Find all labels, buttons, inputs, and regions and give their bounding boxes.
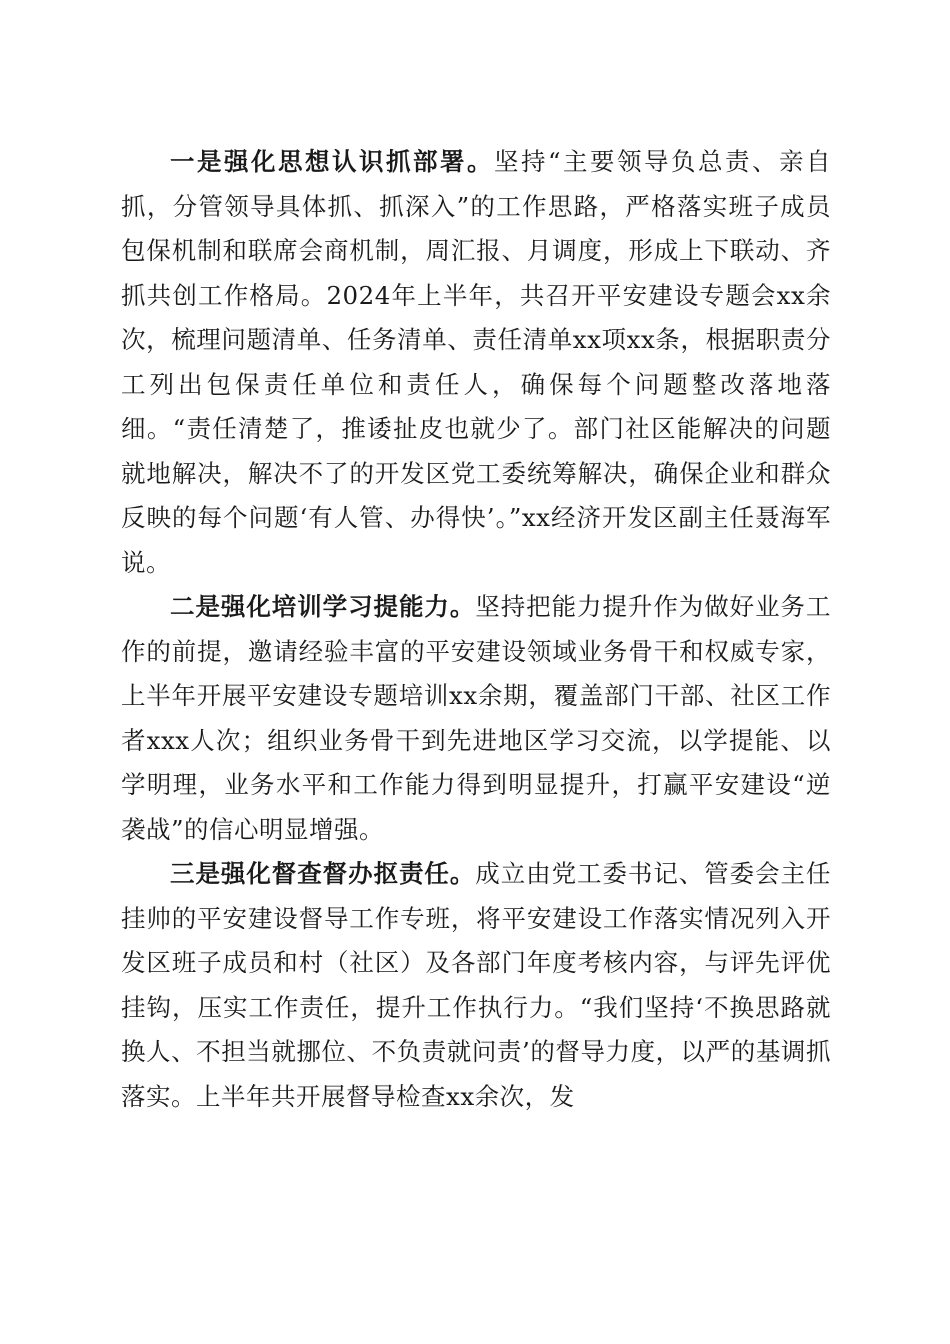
paragraph-3-lead: 三是强化督查督办抠责任。 [170, 859, 476, 888]
paragraph-3 [121, 852, 831, 1119]
paragraph-2-lead: 二是强化培训学习提能力。 [170, 592, 476, 621]
document-body [121, 140, 831, 1119]
paragraph-1-body: 坚持“主要领导负总责、亲自抓，分管领导具体抓、抓深入”的工作思路，严格落实班子成员包保机制和联席会商机制，周汇报、月调度，形成上下联动、齐抓共创工作格局。2024年上半年，共召开平安建设专题会xx余次，梳理问题清单、任务清单、责任清单xx项xx条，根据职责分工列出包保责任单位和责任人，确保每个问题整改落地落细。“责任清楚了，推诿扯皮也就少了。部门社区能解决的问题就地解决，解决不了的开发区党工委统筹解决，确保企业和群众反映的每个问题‘有人管、办得快’。”xx经济开发区副主任聂海军说。 [121, 147, 831, 577]
paragraph-1 [121, 140, 831, 585]
paragraph-2-body: 坚持把能力提升作为做好业务工作的前提，邀请经验丰富的平安建设领域业务骨干和权威专家，上半年开展平安建设专题培训xx余期，覆盖部门干部、社区工作者xxx人次；组织业务骨干到先进地区学习交流，以学提能、以学明理，业务水平和工作能力得到明显提升，打赢平安建设“逆袭战”的信心明显增强。 [121, 592, 831, 844]
paragraph-1-lead: 一是强化思想认识抓部署。 [170, 147, 494, 176]
paragraph-2 [121, 585, 831, 852]
paragraph-3-body: 成立由党工委书记、管委会主任挂帅的平安建设督导工作专班，将平安建设工作落实情况列入开发区班子成员和村（社区）及各部门年度考核内容，与评先评优挂钩，压实工作责任，提升工作执行力。“我们坚持‘不换思路就换人、不担当就挪位、不负责就问责’的督导力度，以严的基调抓落实。上半年共开展督导检查xx余次，发 [121, 859, 831, 1111]
